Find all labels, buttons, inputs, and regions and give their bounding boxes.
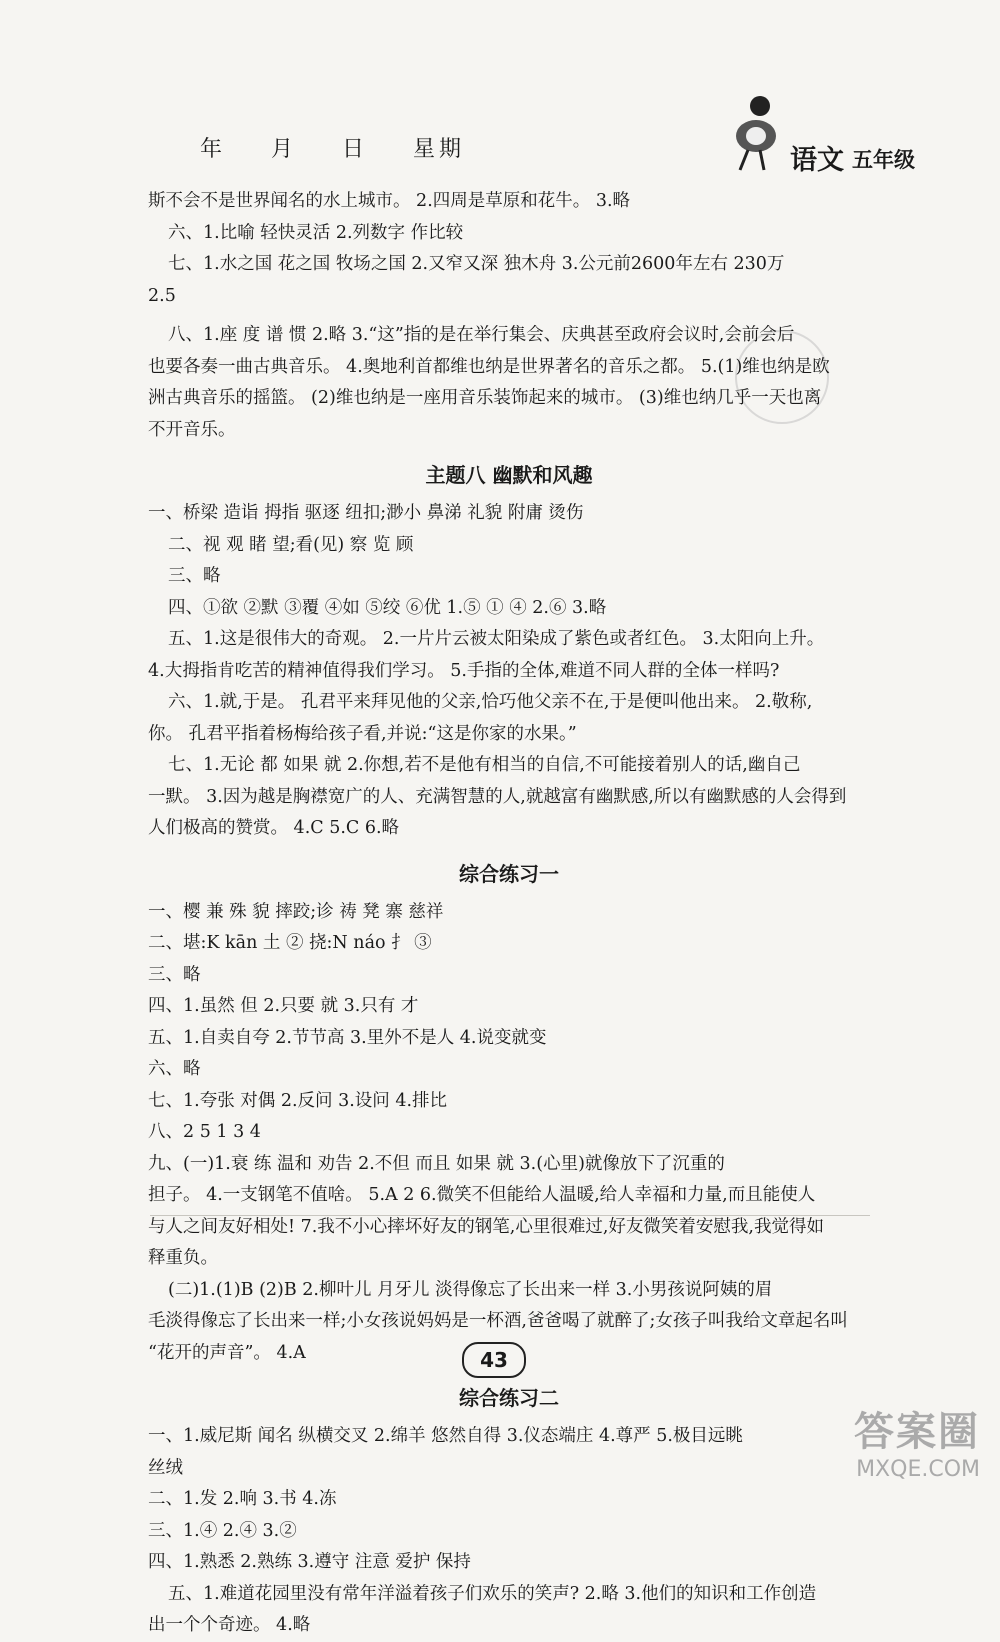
divider	[150, 1215, 870, 1216]
page-number: 43	[462, 1342, 526, 1378]
text-line: 七、1.无论 都 如果 就 2.你想,若不是他有相当的自信,不可能接着别人的话,幽自己	[168, 755, 801, 775]
text-line: 八、2 5 1 3 4	[148, 1122, 261, 1142]
text-line: 2.5	[148, 285, 176, 306]
subject-label: 语文	[790, 145, 844, 176]
text-line: 担子。 4.一支钢笔不值啥。 5.A 2 6.微笑不但能给人温暖,给人幸福和力量,而且能使人	[148, 1185, 816, 1205]
text-line: 你。 孔君平指着杨梅给孩子看,并说:“这是你家的水果。”	[148, 723, 577, 744]
text-line: 六、1.就,于是。 孔君平来拜见他的父亲,恰巧他父亲不在,于是便叫他出来。 2.敬称,	[168, 692, 813, 712]
date-line	[200, 132, 499, 163]
text-line: 4.大拇指肯吃苦的精神值得我们学习。 5.手指的全体,难道不同人群的全体一样吗?	[148, 660, 780, 681]
text-line: “花开的声音”。 4.A	[148, 1342, 306, 1363]
text-line: 九、(一)1.衰 练 温和 劝告 2.不但 而且 如果 就 3.(心里)就像放下了沉重的	[148, 1153, 725, 1174]
text-line: 洲古典音乐的摇篮。 (2)维也纳是一座用音乐装饰起来的城市。 (3)维也纳几乎一天也离	[148, 388, 822, 408]
date-label-month: 月	[271, 137, 298, 162]
text-line: 二、1.发 2.响 3.书 4.冻	[148, 1489, 337, 1509]
text-line: 三、1.④ 2.④ 3.②	[148, 1520, 297, 1541]
watermark-logo-text: 答案圈	[854, 1409, 980, 1455]
text-line: 三、略	[148, 964, 201, 985]
section8-block	[148, 498, 870, 845]
section-title: 主题八 幽默和风趣	[425, 463, 593, 487]
text-line: 四、1.熟悉 2.熟练 3.遵守 注意 爱护 保持	[148, 1552, 471, 1572]
text-line: 六、略	[148, 1059, 201, 1079]
text-line: 六、1.比喻 轻快灵活 2.列数字 作比较	[168, 222, 464, 243]
text-line: 二、堪:K kān 土 ② 挠:N náo 扌 ③	[148, 933, 432, 953]
text-line: 七、1.夸张 对偶 2.反问 3.设问 4.排比	[148, 1090, 448, 1111]
watermark-url: MXQE.COM	[856, 1457, 980, 1482]
section-title: 综合练习二	[459, 1386, 559, 1410]
text-line: 人们极高的赞赏。 4.C 5.C 6.略	[148, 818, 400, 838]
watermark	[854, 1400, 980, 1482]
text-line: 出一个个奇迹。 4.略	[148, 1615, 311, 1635]
date-label-day: 日	[342, 137, 369, 162]
text-line: 一默。 3.因为越是胸襟宽广的人、充满智慧的人,就越富有幽默感,所以有幽默感的人会得到	[148, 786, 847, 807]
text-line: 一、1.威尼斯 闻名 纵横交叉 2.绵羊 悠然自得 3.仪态端庄 4.尊严 5.极目远眺	[148, 1426, 743, 1446]
reading-child-icon	[730, 92, 786, 174]
text-line: 不开音乐。	[148, 419, 236, 440]
text-line: 七、1.水之国 花之国 牧场之国 2.又窄又深 独木舟 3.公元前2600年左右 230万	[168, 254, 785, 274]
answer-content	[148, 186, 870, 1642]
section-title: 综合练习一	[459, 861, 559, 886]
text-line: 斯不会不是世界闻名的水上城市。 2.四周是草原和花牛。 3.略	[148, 191, 631, 211]
text-line: 四、1.虽然 但 2.只要 就 3.只有 才	[148, 996, 419, 1016]
text-line: 毛淡得像忘了长出来一样;小女孩说妈妈是一杯酒,爸爸喝了就醉了;女孩子叫我给文章起名叫	[148, 1311, 848, 1331]
text-line: 与人之间友好相处! 7.我不小心摔坏好友的钢笔,心里很难过,好友微笑着安慰我,我觉得如	[148, 1216, 824, 1237]
text-line: 丝绒	[148, 1457, 183, 1478]
practice1-block	[148, 897, 870, 1370]
intro-block	[148, 186, 870, 446]
text-line: 释重负。	[148, 1248, 218, 1268]
page-header	[0, 0, 1000, 185]
text-line: 也要各奏一曲古典音乐。 4.奥地利首都维也纳是世界著名的音乐之都。 5.(1)维也纳是欧	[148, 356, 830, 377]
grade-label: 五年级	[852, 148, 915, 172]
text-line: 三、略	[168, 566, 221, 586]
text-line: 八、1.座 度 谱 惯 2.略 3.“这”指的是在举行集会、庆典甚至政府会议时,会前会后	[168, 325, 795, 345]
text-line: 二、视 观 睹 望;看(见) 察 览 顾	[168, 534, 414, 555]
text-line: (二)1.(1)B (2)B 2.柳叶儿 月牙儿 淡得像忘了长出来一样 3.小男孩说阿姨的眉	[168, 1279, 773, 1300]
text-line: 五、1.难道花园里没有常年洋溢着孩子们欢乐的笑声? 2.略 3.他们的知识和工作创造	[168, 1583, 817, 1604]
text-line: 一、樱 兼 殊 貌 摔跤;诊 祷 凳 寨 慈祥	[148, 901, 444, 922]
text-line: 四、①欲 ②默 ③覆 ④如 ⑤绞 ⑥优 1.⑤ ① ④ 2.⑥ 3.略	[168, 597, 607, 618]
text-line: 一、桥梁 造诣 拇指 驱逐 纽扣;渺小 鼻涕 礼貌 附庸 烫伤	[148, 503, 584, 523]
text-line: 五、1.自卖自夸 2.节节高 3.里外不是人 4.说变就变	[148, 1027, 547, 1048]
text-line: 五、1.这是很伟大的奇观。 2.一片片云被太阳染成了紫色或者红色。 3.太阳向上升。	[168, 629, 825, 649]
date-label-year: 年	[200, 137, 227, 162]
practice2-block	[148, 1421, 870, 1642]
date-label-weekday: 星期	[413, 137, 466, 162]
